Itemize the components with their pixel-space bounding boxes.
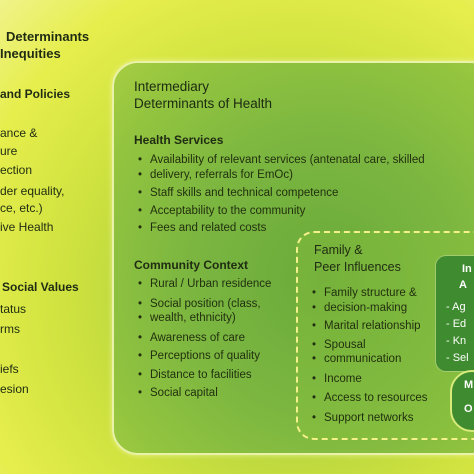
health-services-item-cont: • delivery, referrals for EmOc) — [136, 168, 425, 183]
family-item: • Spousal — [310, 338, 428, 353]
family-item-cont: • decision-making — [310, 301, 428, 316]
individual-item-2: - Ed — [446, 318, 467, 330]
left-item-2: ure — [0, 144, 18, 158]
community-context-item: • Perceptions of quality — [136, 349, 271, 364]
left-item-1: ance & — [0, 126, 38, 140]
outcome-oval-line-1: M — [464, 379, 474, 391]
individual-item-4: - Sel — [446, 352, 469, 364]
health-services-item: • Acceptability to the community — [136, 204, 425, 219]
left-item-5: ce, etc.) — [0, 201, 43, 215]
family-item: • Family structure & — [310, 286, 428, 301]
community-context-item-cont: • wealth, ethnicity) — [136, 311, 271, 326]
left-item-10: esion — [0, 382, 29, 396]
community-context-list — [136, 277, 271, 401]
health-services-item: • Staff skills and technical competence — [136, 186, 425, 201]
health-services-title: Health Services — [134, 133, 224, 147]
individual-heading-line-2: A — [459, 279, 467, 291]
left-policies-heading: and Policies — [0, 87, 71, 101]
community-context-item: • Rural / Urban residence — [136, 277, 271, 292]
left-title-line-1: Determinants — [6, 29, 90, 44]
family-item: • Income — [310, 372, 428, 387]
individual-item-3: - Kn — [446, 335, 467, 347]
community-context-item: • Social capital — [136, 386, 271, 401]
left-item-7: tatus — [0, 302, 27, 316]
left-item-6: ive Health — [0, 220, 54, 234]
health-services-list — [136, 153, 425, 236]
left-social-values-heading: Social Values — [2, 280, 79, 294]
family-title-line-1: Family & — [314, 243, 363, 257]
individual-heading-line-1: In — [462, 263, 472, 275]
community-context-item: • Awareness of care — [136, 331, 271, 346]
left-item-8: rms — [0, 322, 20, 336]
intermediary-title-line-2: Determinants of Health — [134, 96, 273, 111]
health-services-item: • Availability of relevant services (antenatal care, skilled — [136, 153, 425, 168]
community-context-item: • Social position (class, — [136, 297, 271, 312]
family-item: • Access to resources — [310, 391, 428, 406]
outcome-oval-line-2: O — [464, 403, 473, 415]
left-item-9: iefs — [0, 362, 19, 376]
intermediary-title-line-1: Intermediary — [134, 79, 210, 94]
individual-item-1: - Ag — [446, 301, 466, 313]
health-services-item: • Fees and related costs — [136, 221, 425, 236]
left-item-4: der equality, — [0, 184, 65, 198]
family-item-cont: • communication — [310, 352, 428, 367]
family-item: • Support networks — [310, 411, 428, 426]
community-context-item: • Distance to facilities — [136, 368, 271, 383]
family-list — [310, 286, 428, 425]
family-item: • Marital relationship — [310, 319, 428, 334]
left-title-line-2: Inequities — [0, 46, 61, 61]
community-context-title: Community Context — [134, 258, 248, 272]
family-title-line-2: Peer Influences — [314, 260, 401, 274]
left-item-3: ection — [0, 163, 33, 177]
